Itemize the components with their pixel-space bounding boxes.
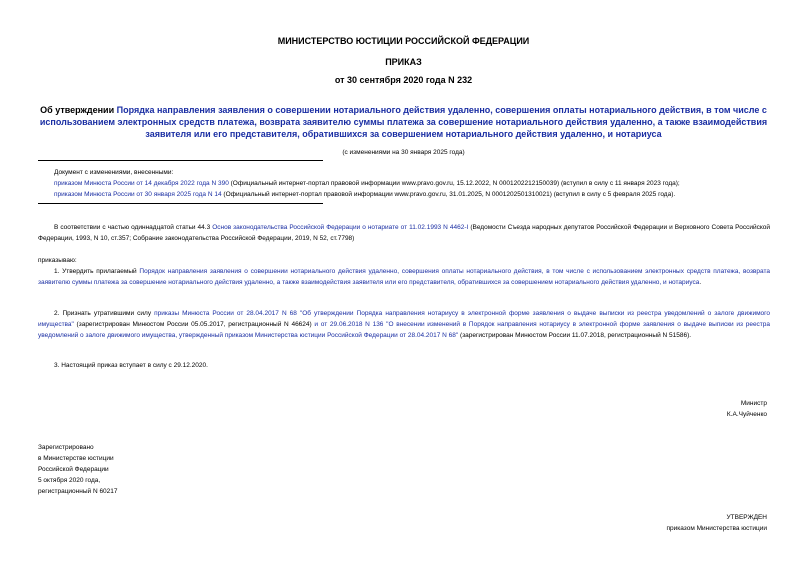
approved-by: приказом Министерства юстиции	[666, 525, 767, 532]
repealed-order-link-2[interactable]: и от 29.06.2018 N 136 "О внесении изменений в Порядок направления нотариусу в электронной форме заявления о выдаче выписки из реестра уведомлений о залоге движимого имущества, утвержденный приказом Министерства юстиции Российской Федерации от 28.04.2017 N 68"	[38, 321, 771, 339]
document-type: ПРИКАЗ	[385, 57, 422, 67]
change-item	[54, 178, 784, 189]
changes-block	[54, 167, 784, 200]
registration-line: в Министерстве юстиции	[38, 455, 114, 462]
item-2-text: 2. Признать утратившими силу	[54, 310, 155, 317]
signature-name: К.А.Чуйченко	[726, 411, 767, 418]
registration-block	[38, 442, 118, 497]
redaction-note: (с изменениями на 30 января 2025 года)	[342, 149, 465, 156]
registration-line: Российской Федерации	[38, 466, 109, 473]
procedure-link[interactable]: Порядок направления заявления о совершении нотариального действия удаленно, совершения оплаты нотариального действия, в том числе с использованием электронных средств платежа, возврата заявителю суммы платежа за совершение нотариального действия удаленно, а также взаимодействия заявителя или его представителя, обратившихся за совершением нотариального действия удаленно, и нотариуса	[38, 268, 770, 286]
order-word: приказываю:	[38, 257, 77, 264]
item-2-paragraph	[38, 308, 770, 341]
preamble-paragraph	[38, 222, 770, 244]
document-title	[30, 104, 777, 140]
signature-position: Министр	[740, 400, 767, 407]
change-text-2022: (Официальный интернет-портал правовой информации www.pravo.gov.ru, 15.12.2022, N 0001202212150039) (вступил в силу с 11 января 2023 года);	[228, 180, 680, 187]
changes-top-rule	[38, 160, 323, 161]
changes-intro: Документ с изменениями, внесенными:	[54, 169, 174, 176]
ministry-heading: МИНИСТЕРСТВО ЮСТИЦИИ РОССИЙСКОЙ ФЕДЕРАЦИИ	[277, 36, 530, 46]
registration-date: 5 октября 2020 года,	[38, 477, 101, 484]
changes-bottom-rule	[38, 203, 323, 204]
repealed-order-link-1[interactable]: приказы Минюста России от 28.04.2017 N 68 "Об утверждении Порядка направления нотариусу в электронной форме заявления о выдаче выписки из реестра уведомлений о залоге движимого имущества"	[38, 310, 770, 328]
title-link[interactable]: Порядка направления заявления о совершении нотариального действия удаленно, совершения оплаты нотариального действия, в том числе с использованием электронных средств платежа, возврата заявителю суммы платежа за совершение нотариального действия удаленно, а также взаимодействия заявителя или его представителя, обратившихся за совершением нотариального действия удаленно, и нотариуса	[39, 105, 768, 139]
registration-number: регистрационный N 60217	[38, 488, 118, 495]
item-1-text: 1. Утвердить прилагаемый	[54, 268, 140, 275]
item-1-paragraph	[38, 266, 770, 288]
approved-label: УТВЕРЖДЕН	[726, 514, 767, 521]
item-3-paragraph: 3. Настоящий приказ вступает в силу с 29.12.2020.	[54, 362, 208, 369]
title-prefix: Об утверждении	[40, 105, 117, 115]
registration-line: Зарегистрировано	[38, 444, 94, 451]
change-link-2022[interactable]: приказом Минюста России от 14 декабря 2022 года N 390	[54, 180, 229, 187]
preamble-source: (Ведомости Съезда народных депутатов Российской Федерации и Верховного Совета Российской Федерации, 1993, N 10, ст.357; Собрание законодательства Российской Федерации, 2019, N 52, ст.7798)	[38, 224, 770, 242]
preamble-text: В соответствии с частью одиннадцатой статьи 44.3	[54, 224, 213, 231]
change-text-2025: (Официальный интернет-портал правовой информации www.pravo.gov.ru, 31.01.2025, N 0001202501310021) (вступил в силу с 5 февраля 2025 года).	[221, 191, 676, 198]
document-date-number: от 30 сентября 2020 года N 232	[334, 75, 473, 85]
change-link-2025[interactable]: приказом Минюста России от 30 января 2025 года N 14	[54, 191, 222, 198]
approved-block	[667, 512, 768, 534]
item-1-end: .	[699, 279, 702, 286]
change-item	[54, 189, 784, 200]
law-link[interactable]: Основ законодательства Российской Федерации о нотариате от 11.02.1993 N 4462-I	[212, 224, 469, 231]
signature-block	[727, 398, 767, 420]
item-2-reg-2: (зарегистрирован Минюстом России 11.07.2018, регистрационный N 51586).	[458, 332, 692, 339]
item-2-reg-1: (зарегистрирован Минюстом России 05.05.2017, регистрационный N 46624)	[73, 321, 315, 328]
